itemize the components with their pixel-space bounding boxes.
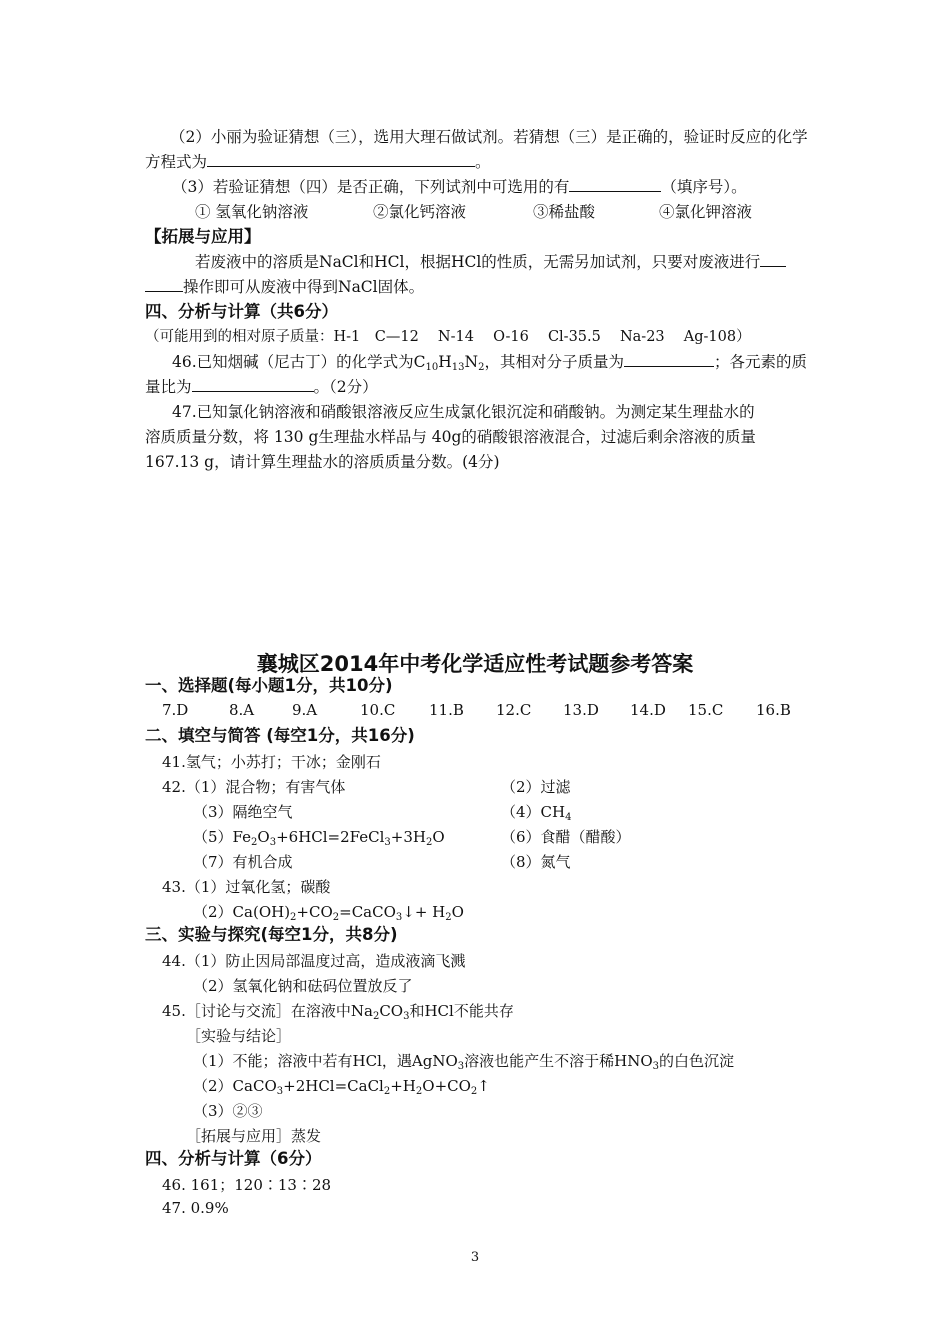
answer-blank <box>145 276 183 292</box>
choice-answer: 13.D <box>563 701 599 719</box>
answer-42-2: （2）过滤 <box>501 778 571 796</box>
answer-42-7: （7）有机合成 <box>193 853 293 871</box>
choice-answer: 9.A <box>292 701 318 719</box>
choice-answer: 7.D <box>162 701 189 719</box>
answer-45-3: （1）不能；溶液中若有HCl，遇AgNO$_3$溶液也能产生不溶于稀$HNO_3$的白色沉淀 <box>193 1052 735 1072</box>
answer-42-6: （6）食醋（醋酸） <box>501 828 631 846</box>
answer-46: 46. 161；120∶13∶28 <box>162 1176 332 1194</box>
answers-section2-heading: 二、填空与简答 (每空1分，共16分) <box>145 726 415 745</box>
choice-answer: 11.B <box>429 701 464 719</box>
answer-44-2: （2）氢氧化钠和砝码位置放反了 <box>193 977 413 995</box>
q2-line1: （2）小丽为验证猜想（三），选用大理石做试剂。若猜想（三）是正确的，验证时反应的化学 <box>170 128 808 146</box>
choice-answer: 16.B <box>756 701 791 719</box>
answer-43-1: 43.（1）过氧化氢；碳酸 <box>162 878 331 896</box>
extension-line1: 若废液中的溶质是NaCl和HCl，根据HCl的性质，无需另加试剂，只要对废液进行 <box>195 251 786 273</box>
q3-option-2: ②氯化钙溶液 <box>373 203 467 221</box>
answer-42-1: 42.（1）混合物；有害气体 <box>162 778 346 796</box>
q47-line2: 溶质质量分数，将 130 g生理盐水样品与 40g的硝酸银溶液混合，过滤后剩余溶液的质量 <box>145 428 756 446</box>
q47-line1: 47.已知氯化钠溶液和硝酸银溶液反应生成氯化银沉淀和硝酸钠。为测定某生理盐水的 <box>172 403 755 421</box>
extension-heading: 【拓展与应用】 <box>145 227 261 246</box>
q3-option-3: ③稀盐酸 <box>533 203 596 221</box>
choice-answer: 14.D <box>630 701 666 719</box>
answer-blank <box>760 251 786 267</box>
q47-line3: 167.13 g，请计算生理盐水的溶质质量分数。(4分) <box>145 453 500 471</box>
answer-42-4: $(4)CH_4$ <box>501 803 572 823</box>
q46-line1: 46.已知烟碱（尼古丁）的化学式为$C_{10}H_{13}N_2$，其相对分子质量为 ；各元素的质 <box>172 353 807 373</box>
answer-45-5: （3）②③ <box>193 1102 263 1120</box>
answer-47: 47. 0.9% <box>162 1199 229 1217</box>
answer-blank <box>192 376 314 392</box>
answer-blank <box>624 351 714 367</box>
answer-blank <box>569 176 661 192</box>
answer-45-2: ［实验与结论］ <box>186 1027 292 1045</box>
q3-option-1: ① 氢氧化钠溶液 <box>195 203 309 221</box>
q2-line2: 方程式为 。 <box>145 153 491 171</box>
answer-key-title: 襄城区2014年中考化学适应性考试题参考答案 <box>256 652 694 676</box>
extension-line2: 操作即可从废液中得到NaCl固体。 <box>145 276 424 298</box>
answer-45-6: ［拓展与应用］蒸发 <box>186 1127 322 1145</box>
q3-line: （3）若验证猜想（四）是否正确，下列试剂中可选用的有 （填序号）。 <box>172 178 747 196</box>
page-number: 3 <box>470 1250 480 1265</box>
answer-45-1: 45.［讨论与交流］在溶液中$Na_2CO_3$和HCl不能共存 <box>162 1002 514 1022</box>
answer-blank <box>207 151 475 167</box>
choice-answer: 10.C <box>360 701 396 719</box>
q3-option-4: ④氯化钾溶液 <box>659 203 753 221</box>
q46-line2: 量比为 。（2分） <box>145 378 378 396</box>
answer-42-8: （8）氮气 <box>501 853 571 871</box>
section4-heading: 四、分析与计算（共6分） <box>145 302 338 321</box>
answer-43-2: $(2)Ca(OH)_2+CO_2=CaCO_3↓+ H_2O$ <box>193 903 464 923</box>
answer-41: 41.氢气；小苏打；干冰；金刚石 <box>162 753 381 771</box>
choice-answer: 15.C <box>688 701 724 719</box>
atomic-masses: （可能用到的相对原子质量：H-1 C—12 N-14 O-16 Cl-35.5 Na-23 Ag-108） <box>145 329 751 345</box>
answer-42-5: $(5)Fe_2O_3+6HCl=2FeCl_3+3H_2O$ <box>193 828 445 848</box>
answers-section3-heading: 三、实验与探究(每空1分，共8分) <box>145 925 398 944</box>
choice-answer: 12.C <box>496 701 532 719</box>
answer-45-4: $(2)CaCO_3+2HCl=CaCl_2+H_2O+CO_2↑$ <box>193 1077 490 1097</box>
answer-42-3: （3）隔绝空气 <box>193 803 293 821</box>
answers-section4-heading: 四、分析与计算（6分） <box>145 1149 322 1168</box>
choice-answer: 8.A <box>229 701 255 719</box>
answer-44-1: 44.（1）防止因局部温度过高，造成液滴飞溅 <box>162 952 466 970</box>
answers-section1-heading: 一、选择题(每小题1分，共10分) <box>145 676 393 695</box>
